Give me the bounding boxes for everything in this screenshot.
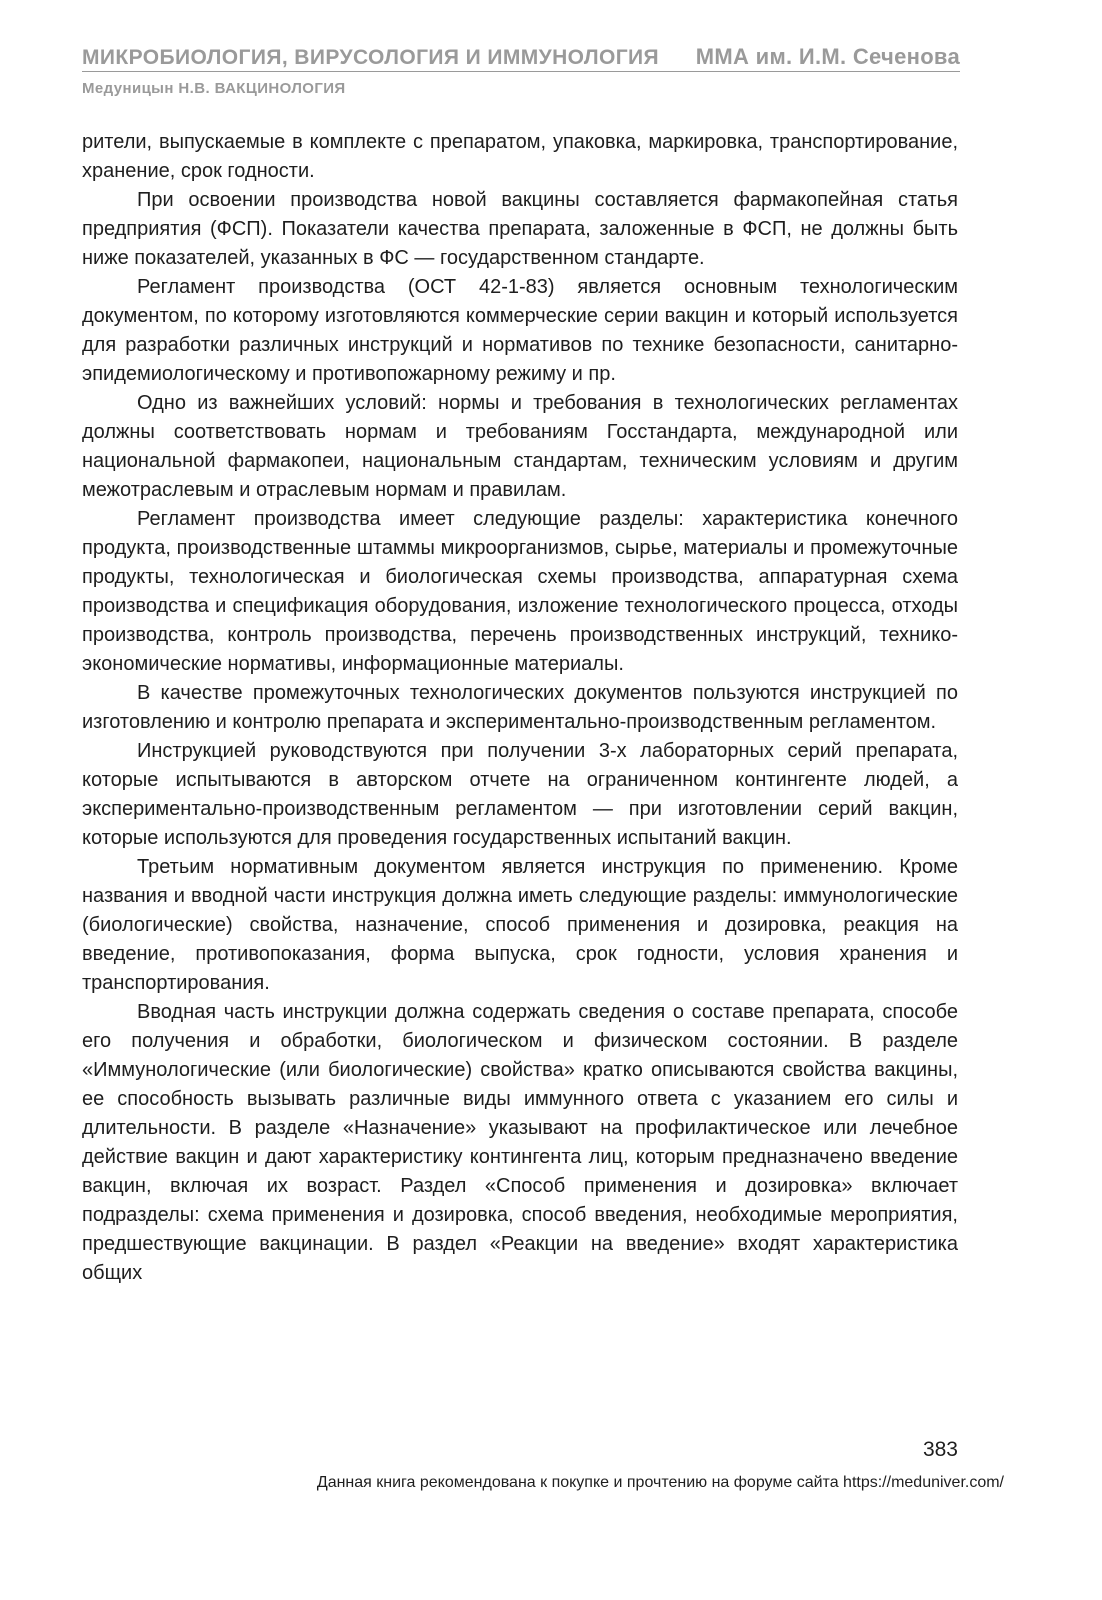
header-top-row (82, 44, 960, 72)
paragraph-8: Третьим нормативным документом является инструкция по применению. Кроме названия и вводной части инструкция должна иметь следующие разделы: иммунологические (биологические) свойства, назначение, способ применения и дозировка, реакция на введение, противопоказания, форма выпуска, срок годности, условия хранения и транспортирования. (82, 856, 958, 994)
course-title: МИКРОБИОЛОГИЯ, ВИРУСОЛОГИЯ И ИММУНОЛОГИЯ (82, 46, 660, 69)
paragraph-3: Регламент производства (ОСТ 42-1-83) является основным технологическим документом, по которому изготовляются коммерческие серии вакцин и который используется для разработки различных инструкций и нормативов по технике безопасности, санитарно-эпидемиологическому и противопожарному режиму и пр. (82, 276, 958, 385)
institution-name: ММА им. И.М. Сеченова (695, 44, 960, 69)
paragraph-1: рители, выпускаемые в комплекте с препаратом, упаковка, маркировка, транспортирование, хранение, срок годности. (82, 131, 958, 182)
paragraph-4: Одно из важнейших условий: нормы и требования в технологических регламентах должны соответствовать нормам и требованиям Госстандарта, международной или национальной фармакопеи, национальным стандартам, техническим условиям и другим межотраслевым и отраслевым нормам и правилам. (82, 392, 958, 501)
footer-note: Данная книга рекомендована к покупке и прочтению на форуме сайта https://meduniver.com/ (316, 1474, 1004, 1491)
running-header (82, 44, 960, 97)
paragraph-2: При освоении производства новой вакцины составляется фармакопейная статья предприятия (ФСП). Показатели качества препарата, заложенные в ФСП, не должны быть ниже показателей, указанных в ФС — государственном стандарте. (82, 189, 958, 269)
paragraph-5: Регламент производства имеет следующие разделы: характеристика конечного продукта, производственные штаммы микроорганизмов, сырье, материалы и промежуточные продукты, технологическая и биологическая схемы производства, аппаратурная схема производства и спецификация оборудования, изложение технологического процесса, отходы производства, контроль производства, перечень производственных инструкций, технико-экономические нормативы, информационные материалы. (82, 508, 958, 675)
book-title: Медуницын Н.В. ВАКЦИНОЛОГИЯ (82, 80, 346, 97)
page-number: 383 (922, 1438, 958, 1461)
paragraph-6: В качестве промежуточных технологических документов пользуются инструкцией по изготовлению и контролю препарата и экспериментально-производственным регламентом. (82, 682, 958, 733)
page-body (82, 128, 958, 1288)
paragraph-7: Инструкцией руководствуются при получении 3-х лабораторных серий препарата, которые испытываются в авторском отчете на ограниченном контингенте людей, а экспериментально-производственным регламентом — при изготовлении серий вакцин, которые используются для проведения государственных испытаний вакцин. (82, 740, 958, 849)
paragraph-9: Вводная часть инструкции должна содержать сведения о составе препарата, способе его получения и обработки, биологическом и физическом состоянии. В разделе «Иммунологические (или биологические) свойства» кратко описываются свойства вакцины, ее способность вызывать различные виды иммунного ответа с указанием его силы и длительности. В разделе «Назначение» указывают на профилактическое или лечебное действие вакцин и дают характеристику контингента лиц, которым предназначено введение вакцин, включая их возраст. Раздел «Способ применения и дозировка» включает подразделы: схема применения и дозировка, способ введения, необходимые мероприятия, предшествующие вакцинации. В раздел «Реакции на введение» входят характеристика общих (82, 1001, 958, 1284)
